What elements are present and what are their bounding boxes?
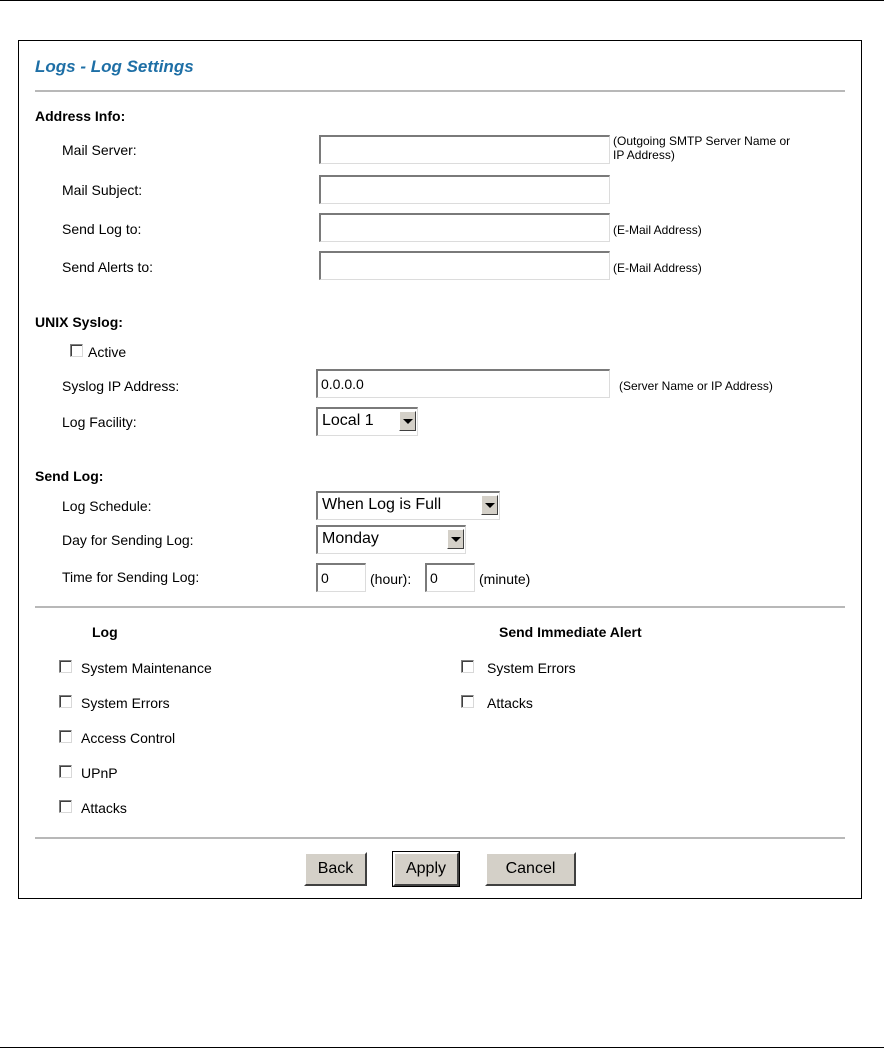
log-facility-select[interactable] bbox=[316, 407, 418, 436]
syslog-active-checkbox[interactable] bbox=[70, 344, 83, 357]
mail-subject-input[interactable] bbox=[319, 175, 610, 204]
mail-server-note-line2: IP Address) bbox=[613, 148, 675, 162]
chevron-down-icon[interactable] bbox=[399, 411, 416, 431]
unix-syslog-heading: UNIX Syslog: bbox=[35, 314, 123, 330]
buttons-divider bbox=[35, 837, 845, 839]
alert-system-errors-checkbox[interactable] bbox=[461, 660, 474, 673]
log-schedule-value: When Log is Full bbox=[322, 496, 442, 513]
chevron-down-icon[interactable] bbox=[481, 495, 498, 515]
log-schedule-select[interactable] bbox=[316, 491, 500, 520]
page-bottom-rule bbox=[0, 1047, 884, 1048]
syslog-ip-note: (Server Name or IP Address) bbox=[619, 379, 773, 393]
log-column-heading: Log bbox=[92, 624, 118, 640]
log-attacks-checkbox[interactable] bbox=[59, 800, 72, 813]
apply-button[interactable]: Apply bbox=[393, 852, 459, 886]
minute-input[interactable] bbox=[425, 563, 475, 592]
page-top-rule bbox=[0, 0, 884, 1]
send-alerts-to-label: Send Alerts to: bbox=[62, 259, 154, 275]
log-upnp-label: UPnP bbox=[81, 765, 118, 781]
syslog-ip-label: Syslog IP Address: bbox=[62, 378, 180, 394]
alert-system-errors-label: System Errors bbox=[487, 660, 576, 676]
hour-input[interactable] bbox=[316, 563, 366, 592]
alert-attacks-checkbox[interactable] bbox=[461, 695, 474, 708]
chevron-down-icon[interactable] bbox=[447, 529, 464, 549]
time-for-sending-label: Time for Sending Log: bbox=[62, 569, 200, 585]
send-log-to-label: Send Log to: bbox=[62, 221, 142, 237]
page-title: Logs - Log Settings bbox=[35, 57, 194, 76]
log-facility-label: Log Facility: bbox=[62, 414, 137, 430]
log-access-control-checkbox[interactable] bbox=[59, 730, 72, 743]
day-for-sending-label: Day for Sending Log: bbox=[62, 532, 194, 548]
log-system-maintenance-label: System Maintenance bbox=[81, 660, 212, 676]
log-system-errors-checkbox[interactable] bbox=[59, 695, 72, 708]
minute-label: (minute) bbox=[479, 571, 531, 587]
send-log-heading: Send Log: bbox=[35, 468, 104, 484]
mail-server-input[interactable] bbox=[319, 135, 610, 164]
syslog-ip-input[interactable] bbox=[316, 369, 610, 398]
mail-server-label: Mail Server: bbox=[62, 142, 137, 158]
alert-column-heading: Send Immediate Alert bbox=[499, 624, 642, 640]
send-alerts-to-input[interactable] bbox=[319, 251, 610, 280]
log-schedule-label: Log Schedule: bbox=[62, 498, 152, 514]
day-for-sending-value: Monday bbox=[322, 530, 379, 547]
log-access-control-label: Access Control bbox=[81, 730, 176, 746]
log-system-errors-label: System Errors bbox=[81, 695, 170, 711]
mail-server-note-line1: (Outgoing SMTP Server Name or bbox=[613, 134, 791, 148]
log-attacks-label: Attacks bbox=[81, 800, 127, 816]
log-upnp-checkbox[interactable] bbox=[59, 765, 72, 778]
send-log-to-input[interactable] bbox=[319, 213, 610, 242]
send-alerts-to-note: (E-Mail Address) bbox=[613, 261, 702, 275]
back-button[interactable]: Back bbox=[304, 852, 367, 886]
cancel-button[interactable]: Cancel bbox=[485, 852, 576, 886]
log-settings-panel bbox=[18, 40, 862, 899]
address-info-heading: Address Info: bbox=[35, 108, 126, 124]
syslog-active-label: Active bbox=[88, 344, 127, 360]
hour-label: (hour): bbox=[370, 571, 412, 587]
day-for-sending-select[interactable] bbox=[316, 525, 466, 554]
log-system-maintenance-checkbox[interactable] bbox=[59, 660, 72, 673]
options-divider bbox=[35, 606, 845, 608]
title-divider bbox=[35, 90, 845, 92]
mail-subject-label: Mail Subject: bbox=[62, 182, 143, 198]
alert-attacks-label: Attacks bbox=[487, 695, 533, 711]
send-log-to-note: (E-Mail Address) bbox=[613, 223, 702, 237]
log-facility-value: Local 1 bbox=[322, 412, 374, 429]
